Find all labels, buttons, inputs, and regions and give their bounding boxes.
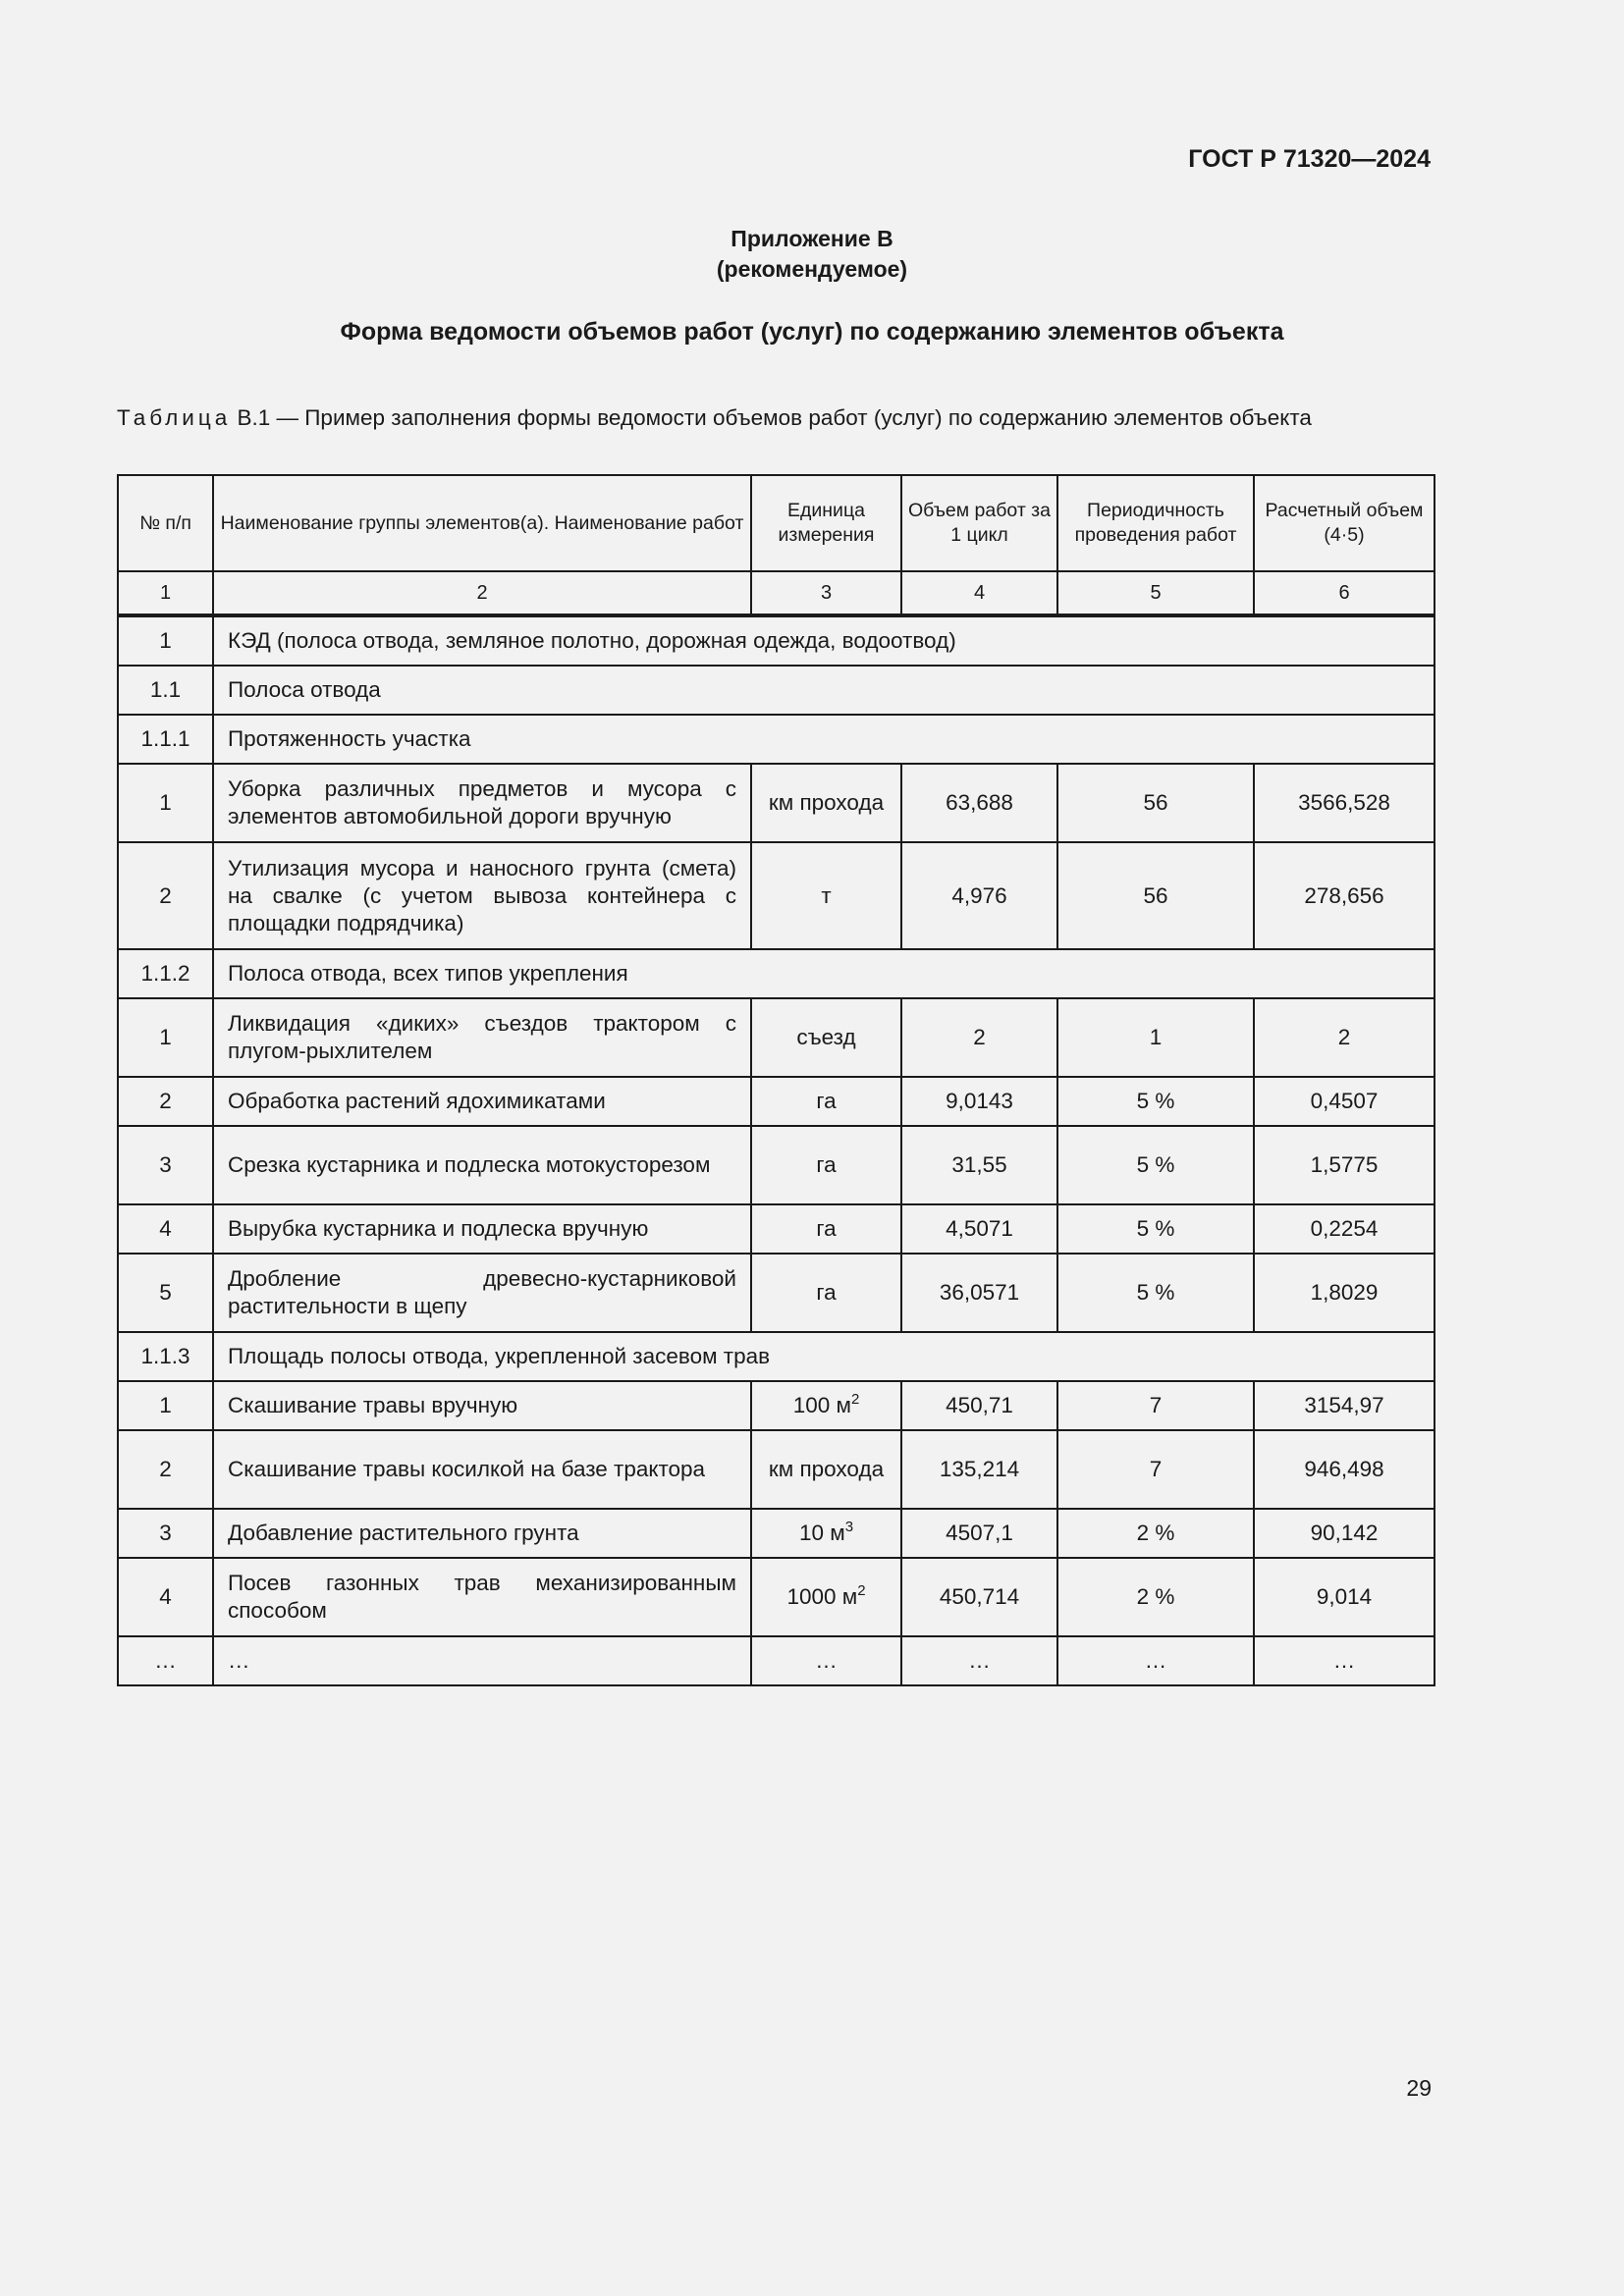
work-name: Скашивание травы вручную [213, 1381, 751, 1430]
unit-cell [751, 1558, 901, 1636]
periodicity: 7 [1057, 1430, 1254, 1509]
unit-exponent: 2 [857, 1582, 866, 1599]
table-caption-prefix: Таблица [117, 405, 232, 430]
work-name: … [213, 1636, 751, 1685]
unit-cell [751, 1126, 901, 1204]
unit-cell [751, 1204, 901, 1254]
table-group-row [118, 715, 1435, 764]
calculated-volume: 0,4507 [1254, 1077, 1435, 1126]
calculated-volume: 946,498 [1254, 1430, 1435, 1509]
column-header: Объем работ за 1 цикл [901, 475, 1057, 571]
appendix-heading [0, 224, 1624, 285]
group-name: Полоса отвода, всех типов укрепления [213, 949, 1435, 998]
unit-cell [751, 1077, 901, 1126]
volume-per-cycle: 4,976 [901, 842, 1057, 949]
calculated-volume: 3566,528 [1254, 764, 1435, 842]
work-name: Уборка различных предметов и мусора с элементов автомобильной дороги вручную [213, 764, 751, 842]
unit-cell [751, 842, 901, 949]
periodicity: 5 % [1057, 1254, 1254, 1332]
column-number: 3 [751, 571, 901, 615]
row-number: 1.1.2 [118, 949, 213, 998]
periodicity: 5 % [1057, 1077, 1254, 1126]
group-name: Полоса отвода [213, 666, 1435, 715]
table-row [118, 1077, 1435, 1126]
unit: 10 м [798, 1521, 845, 1545]
table-row [118, 842, 1435, 949]
volume-per-cycle: 4507,1 [901, 1509, 1057, 1558]
row-number: … [118, 1636, 213, 1685]
calculated-volume: 90,142 [1254, 1509, 1435, 1558]
row-number: 1 [118, 764, 213, 842]
unit-exponent: 3 [844, 1519, 854, 1535]
column-header: № п/п [118, 475, 213, 571]
table-caption [117, 403, 1433, 433]
unit-cell [751, 1381, 901, 1430]
column-header: Единица измерения [751, 475, 901, 571]
appendix-title: Приложение В [731, 226, 893, 251]
row-number: 2 [118, 842, 213, 949]
column-header: Периодичность проведения работ [1057, 475, 1254, 571]
periodicity: 2 % [1057, 1558, 1254, 1636]
column-header: Наименование группы элементов(а). Наименование работ [213, 475, 751, 571]
form-title: Форма ведомости объемов работ (услуг) по содержанию элементов объекта [340, 318, 1284, 346]
column-number: 2 [213, 571, 751, 615]
unit: … [815, 1648, 838, 1673]
volume-per-cycle: … [901, 1636, 1057, 1685]
work-name: Утилизация мусора и наносного грунта (смета) на свалке (с учетом вывоза контейнера с площадки подрядчика) [213, 842, 751, 949]
work-name: Вырубка кустарника и подлеска вручную [213, 1204, 751, 1254]
volume-per-cycle: 450,71 [901, 1381, 1057, 1430]
column-number: 4 [901, 571, 1057, 615]
calculated-volume: 2 [1254, 998, 1435, 1077]
row-number: 1 [118, 1381, 213, 1430]
unit: км прохода [768, 790, 885, 815]
table-row [118, 764, 1435, 842]
calculated-volume: 3154,97 [1254, 1381, 1435, 1430]
table-row [118, 1381, 1435, 1430]
calculated-volume: 1,5775 [1254, 1126, 1435, 1204]
row-number: 3 [118, 1126, 213, 1204]
table-row [118, 998, 1435, 1077]
unit-cell [751, 998, 901, 1077]
periodicity: 1 [1057, 998, 1254, 1077]
unit-cell [751, 1636, 901, 1685]
table-row [118, 1126, 1435, 1204]
row-number: 1.1.1 [118, 715, 213, 764]
unit: 1000 м [786, 1584, 858, 1609]
volume-per-cycle: 9,0143 [901, 1077, 1057, 1126]
unit: га [816, 1216, 837, 1241]
table-group-row [118, 1332, 1435, 1381]
periodicity: … [1057, 1636, 1254, 1685]
row-number: 5 [118, 1254, 213, 1332]
unit: т [821, 882, 832, 908]
volume-per-cycle: 4,5071 [901, 1204, 1057, 1254]
periodicity: 7 [1057, 1381, 1254, 1430]
group-name: Протяженность участка [213, 715, 1435, 764]
table-row [118, 1204, 1435, 1254]
table-group-row [118, 615, 1435, 666]
table-group-row [118, 949, 1435, 998]
volume-per-cycle: 135,214 [901, 1430, 1057, 1509]
column-number-row [118, 571, 1435, 615]
work-name: Посев газонных трав механизированным способом [213, 1558, 751, 1636]
calculated-volume: 278,656 [1254, 842, 1435, 949]
works-volume-table [117, 474, 1435, 1686]
work-name: Срезка кустарника и подлеска мотокусторезом [213, 1126, 751, 1204]
work-name: Добавление растительного грунта [213, 1509, 751, 1558]
unit: съезд [796, 1025, 856, 1049]
group-name: Площадь полосы отвода, укрепленной засевом трав [213, 1332, 1435, 1381]
table-caption-text: В.1 — Пример заполнения формы ведомости объемов работ (услуг) по содержанию элементов объекта [231, 405, 1312, 430]
table-row [118, 1430, 1435, 1509]
row-number: 1 [118, 998, 213, 1077]
volume-per-cycle: 31,55 [901, 1126, 1057, 1204]
unit-cell [751, 764, 901, 842]
row-number: 2 [118, 1077, 213, 1126]
table-row [118, 1558, 1435, 1636]
calculated-volume: 9,014 [1254, 1558, 1435, 1636]
periodicity: 56 [1057, 842, 1254, 949]
unit: га [816, 1280, 837, 1305]
periodicity: 2 % [1057, 1509, 1254, 1558]
row-number: 1.1.3 [118, 1332, 213, 1381]
row-number: 4 [118, 1204, 213, 1254]
periodicity: 5 % [1057, 1204, 1254, 1254]
unit: га [816, 1089, 837, 1113]
work-name: Дробление древесно-кустарниковой растительности в щепу [213, 1254, 751, 1332]
calculated-volume: 1,8029 [1254, 1254, 1435, 1332]
unit-cell [751, 1509, 901, 1558]
column-number: 6 [1254, 571, 1435, 615]
periodicity: 5 % [1057, 1126, 1254, 1204]
work-name: Ликвидация «диких» съездов трактором с плугом-рыхлителем [213, 998, 751, 1077]
appendix-subtitle: (рекомендуемое) [716, 256, 908, 282]
work-name: Обработка растений ядохимикатами [213, 1077, 751, 1126]
group-name: КЭД (полоса отвода, земляное полотно, дорожная одежда, водоотвод) [213, 615, 1435, 666]
unit-exponent: 2 [850, 1391, 860, 1408]
work-name: Скашивание травы косилкой на базе трактора [213, 1430, 751, 1509]
table-header-row [118, 475, 1435, 571]
row-number: 4 [118, 1558, 213, 1636]
column-number: 1 [118, 571, 213, 615]
page-number: 29 [1406, 2075, 1432, 2101]
row-number: 2 [118, 1430, 213, 1509]
row-number: 1 [118, 615, 213, 666]
row-number: 1.1 [118, 666, 213, 715]
calculated-volume: … [1254, 1636, 1435, 1685]
volume-per-cycle: 36,0571 [901, 1254, 1057, 1332]
table-group-row [118, 666, 1435, 715]
unit: га [816, 1152, 837, 1177]
document-code: ГОСТ Р 71320—2024 [1188, 145, 1431, 173]
column-number: 5 [1057, 571, 1254, 615]
periodicity: 56 [1057, 764, 1254, 842]
table-row [118, 1509, 1435, 1558]
unit: км прохода [768, 1457, 885, 1481]
column-header: Расчетный объем (4·5) [1254, 475, 1435, 571]
row-number: 3 [118, 1509, 213, 1558]
unit: 100 м [792, 1393, 851, 1417]
volume-per-cycle: 2 [901, 998, 1057, 1077]
table-row [118, 1254, 1435, 1332]
volume-per-cycle: 63,688 [901, 764, 1057, 842]
unit-cell [751, 1430, 901, 1509]
unit-cell [751, 1254, 901, 1332]
table-row [118, 1636, 1435, 1685]
volume-per-cycle: 450,714 [901, 1558, 1057, 1636]
calculated-volume: 0,2254 [1254, 1204, 1435, 1254]
